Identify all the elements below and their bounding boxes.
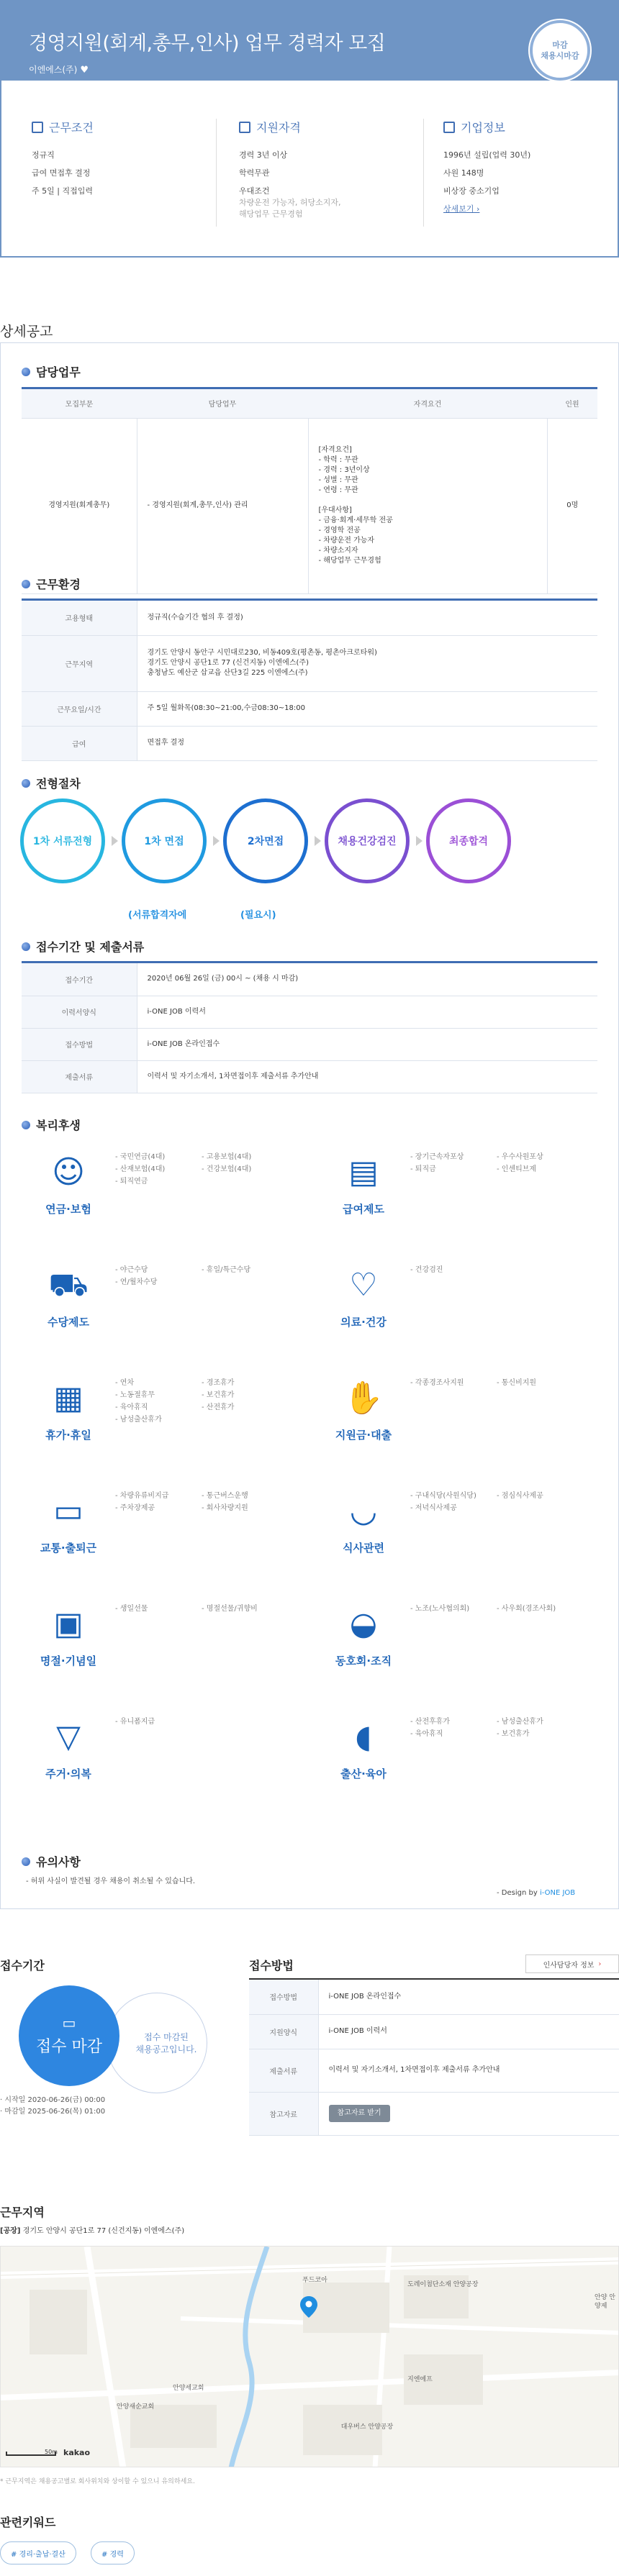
benefit-item: - 고용보험(4대) xyxy=(202,1153,252,1161)
submission-title xyxy=(22,938,144,955)
benefit-items xyxy=(410,1490,590,1514)
qual-career: 경력 3년 이상 xyxy=(239,150,288,160)
benefit-item: - 유니폼지급 xyxy=(115,1718,155,1726)
keyword-tag[interactable]: # 경력 xyxy=(91,2541,135,2564)
benefit-item: - 통근버스운행 xyxy=(202,1492,248,1500)
bullet-icon xyxy=(22,1857,30,1866)
env-label: 고용형태 xyxy=(22,601,137,635)
duties-title xyxy=(22,363,81,380)
company-info-title: 기업정보 xyxy=(461,121,505,135)
end-date: · 마감일 2025-06-26(목) 01:00 xyxy=(0,2108,106,2116)
benefit-item: - 건강검진 xyxy=(410,1266,443,1274)
environment-title-text: 근무환경 xyxy=(36,578,81,591)
benefit-item: - 산전후휴가 xyxy=(410,1718,451,1726)
glasses-face-icon: ☺ xyxy=(52,1154,85,1191)
qual-pref-sub1: 차량운전 가능자, 허당소지자, xyxy=(239,198,341,207)
contact-button[interactable] xyxy=(525,1954,619,1973)
benefit-group-label: 교통·출퇴근 xyxy=(40,1542,97,1555)
benefit-item: - 명절선물/귀향비 xyxy=(202,1605,258,1613)
person-card-icon xyxy=(239,122,250,133)
benefit-items xyxy=(410,1151,590,1175)
design-prefix: - Design by xyxy=(497,1889,538,1897)
map-label: 안양 안양제 xyxy=(595,2294,615,2310)
benefit-items xyxy=(410,1716,590,1740)
conditions-col xyxy=(32,119,219,204)
pref-line: - 경영학 전공 xyxy=(318,527,361,534)
qual-preference xyxy=(239,186,426,220)
req-line: - 성별 : 무관 xyxy=(318,476,358,484)
condition-schedule: 주 5일 | 직접입력 xyxy=(32,186,93,196)
step-circle xyxy=(325,798,410,883)
method-label: 참고자료 xyxy=(249,2092,318,2135)
hand-coin-icon: ✋ xyxy=(343,1380,384,1416)
location-title: 근무지역 xyxy=(0,2206,45,2219)
benefit-group-label: 연금·보험 xyxy=(45,1203,91,1216)
map-scale: 50m xyxy=(45,2449,58,2455)
benefit-item: - 생일선물 xyxy=(115,1605,148,1613)
badge-line2: 채용시마감 xyxy=(541,51,579,60)
bullet-icon xyxy=(22,942,30,951)
benefit-item: - 남성출산휴가 xyxy=(497,1718,543,1726)
duty-requirements xyxy=(308,418,547,593)
benefit-item: - 점심식사제공 xyxy=(497,1492,543,1500)
env-value: 주 5일 월화목(08:30~21:00,수금08:30~18:00 xyxy=(137,691,597,726)
step-note: (필요시) xyxy=(240,910,276,921)
step-circle xyxy=(426,798,511,883)
benefit-item: - 구내식당(사원식당) xyxy=(410,1492,476,1500)
sub-label: 제출서류 xyxy=(22,1060,137,1093)
company-founded: 1996년 설립(업력 30년) xyxy=(443,150,531,160)
company-info-heading xyxy=(443,119,619,135)
bullet-icon xyxy=(22,779,30,788)
keyword-tag[interactable]: # 경리·출납·결산 xyxy=(0,2541,76,2564)
benefit-item: - 인센티브제 xyxy=(497,1165,537,1173)
benefit-group-label: 지원금·대출 xyxy=(335,1429,392,1442)
arrow-icon xyxy=(112,836,118,846)
start-date: · 시작일 2020-06-26(금) 00:00 xyxy=(0,2096,106,2104)
benefit-item: - 경조휴가 xyxy=(202,1379,235,1387)
benefit-group-label: 명절·기념일 xyxy=(40,1655,97,1667)
benefit-item: - 통신비지원 xyxy=(497,1379,537,1387)
benefit-item: - 연/월차수당 xyxy=(115,1278,158,1286)
benefit-item: - 퇴직금 xyxy=(410,1165,436,1173)
step-label: 1차 서류전형 xyxy=(32,836,93,847)
company-info-col xyxy=(443,119,619,222)
benefit-item: - 사우회(경조사회) xyxy=(497,1605,556,1613)
document-icon xyxy=(32,122,43,133)
benefit-group-label: 의료·건강 xyxy=(340,1316,387,1329)
duty-dept: 경영지원(회계총무) xyxy=(22,418,137,593)
address-tag: [공장] xyxy=(0,2227,21,2235)
closed-badge xyxy=(530,20,590,81)
benefit-item: - 주차장제공 xyxy=(115,1504,155,1512)
closed-circle xyxy=(19,1985,119,2086)
benefits-title-text: 복리후생 xyxy=(36,1119,81,1132)
notice-title-text: 유의사항 xyxy=(36,1855,81,1869)
req-line: - 학력 : 무관 xyxy=(318,456,358,464)
sub-value: 이력서 및 자기소개서, 1차면접이후 제출서류 추가안내 xyxy=(137,1060,597,1093)
benefit-item: - 회사차량지원 xyxy=(202,1504,248,1512)
job-title: 경영지원(회계,총무,인사) 업무 경력자 모집 xyxy=(29,32,386,55)
map-pin-icon[interactable] xyxy=(300,2296,317,2318)
building-icon xyxy=(443,122,455,133)
pref-line: - 차량소지자 xyxy=(318,547,358,555)
notice-text: - 허위 사실이 발견될 경우 채용이 취소될 수 있습니다. xyxy=(26,1878,196,1885)
benefit-group-label: 급여제도 xyxy=(343,1203,384,1216)
benefit-item: - 남성출산휴가 xyxy=(115,1416,162,1424)
book-icon: ▭ xyxy=(62,2013,76,2031)
benefits-title xyxy=(22,1116,81,1133)
location-note: * 근무지역은 채용공고별로 회사위치와 상이할 수 있으니 유의하세요. xyxy=(0,2478,195,2485)
gift-icon: ▣ xyxy=(53,1606,83,1642)
badge-line1: 마감 xyxy=(552,40,568,50)
benefit-items xyxy=(115,1264,295,1288)
env-label: 근무요일/시간 xyxy=(22,691,137,726)
qualification-title: 지원자격 xyxy=(256,121,301,135)
bullet-icon xyxy=(22,580,30,588)
qual-pref-sub2: 해당업무 근무경험 xyxy=(239,209,303,219)
benefit-item: - 육아휴직 xyxy=(410,1730,443,1738)
benefit-item: - 휴일/특근수당 xyxy=(202,1266,251,1274)
benefit-group-label: 주거·의복 xyxy=(45,1767,91,1780)
benefit-group-label: 동호회·조직 xyxy=(335,1655,392,1667)
qual-education: 학력무관 xyxy=(239,168,270,178)
map-label: 푸드코아 xyxy=(302,2277,327,2284)
method-value: i-ONE JOB 이력서 xyxy=(318,2014,619,2049)
col-count: 인원 xyxy=(547,389,597,418)
condition-salary: 급여 면접후 결정 xyxy=(32,168,91,178)
ski-goggles-icon: ◒ xyxy=(349,1606,378,1642)
company-label[interactable]: 이엔에스(주) xyxy=(29,65,78,75)
step-circle xyxy=(223,798,308,883)
env-location-line: 경기도 안양시 공단1로 77 (신건지동) 이엔에스(주) xyxy=(147,659,309,667)
pref-line: - 해당업무 근무경험 xyxy=(318,557,381,565)
benefit-items xyxy=(115,1151,295,1188)
duties-title-text: 담당업무 xyxy=(36,365,81,379)
calendar-check-icon: ▦ xyxy=(53,1380,83,1416)
sub-label: 접수방법 xyxy=(22,1028,137,1060)
sub-value: i-ONE JOB 온라인접수 xyxy=(137,1028,597,1060)
col-dept: 모집부문 xyxy=(22,389,137,418)
method-value: i-ONE JOB 온라인접수 xyxy=(318,1980,619,2014)
pref-line: - 금융·회계·세무학 전공 xyxy=(318,516,393,524)
bullet-icon xyxy=(22,1121,30,1129)
rice-bowl-icon: ◡ xyxy=(349,1493,378,1529)
submission-table xyxy=(22,963,597,1093)
benefit-item: - 국민연금(4대) xyxy=(115,1153,166,1161)
benefit-item: - 보건휴가 xyxy=(497,1730,530,1738)
benefit-item: - 건강보험(4대) xyxy=(202,1165,252,1173)
env-location-line: 충청남도 예산군 삽교읍 산단3길 225 이엔에스(주) xyxy=(147,669,308,677)
benefit-item: - 저녁식사제공 xyxy=(410,1504,457,1512)
benefit-items xyxy=(410,1377,590,1389)
benefit-items xyxy=(115,1377,295,1426)
method-title: 접수방법 xyxy=(249,1959,294,1972)
method-label: 제출서류 xyxy=(249,2049,318,2092)
duty-task: - 경영지원(회계,총무,인사) 관리 xyxy=(137,418,308,593)
cart-coin-icon: ⛟ xyxy=(48,1267,89,1303)
col-task: 담당업무 xyxy=(137,389,308,418)
benefit-items xyxy=(115,1603,295,1615)
process-title xyxy=(22,775,81,791)
step-label: 1차 면접 xyxy=(144,836,184,847)
company-detail-label[interactable]: 상세보기 xyxy=(443,204,474,214)
design-brand: i-ONE JOB xyxy=(539,1889,576,1897)
benefit-item: - 보건휴가 xyxy=(202,1391,235,1399)
col-req: 자격요건 xyxy=(308,389,547,418)
arrow-icon xyxy=(416,836,423,846)
heart-icon[interactable]: ♥ xyxy=(80,65,89,76)
benefit-item: - 산재보험(4대) xyxy=(115,1165,166,1173)
design-credit xyxy=(497,1889,575,1897)
benefit-items xyxy=(115,1490,295,1514)
env-location xyxy=(137,635,597,691)
method-value: 이력서 및 자기소개서, 1차면접이후 제출서류 추가안내 xyxy=(318,2049,619,2092)
step-note: (서류합격자에 xyxy=(128,910,187,921)
env-label: 근무지역 xyxy=(22,635,137,691)
map-label: 대우버스 안양공장 xyxy=(340,2423,394,2431)
env-location-line: 경기도 안양시 동안구 시민대로230, 비동409호(평촌동, 평촌아크로타워) xyxy=(147,649,377,657)
sub-label: 이력서양식 xyxy=(22,996,137,1028)
duck-icon: ◖ xyxy=(355,1719,372,1755)
bus-icon: ▭ xyxy=(53,1493,83,1529)
money-bills-icon: ▤ xyxy=(348,1154,379,1191)
arrow-icon xyxy=(315,836,321,846)
notice-title xyxy=(22,1853,81,1870)
map-label: 안양세교회 xyxy=(173,2385,204,2392)
company-type: 비상장 중소기업 xyxy=(443,186,500,196)
step-label: 최종합격 xyxy=(448,836,489,847)
contact-button-label[interactable]: 인사담당자 정보 xyxy=(543,1961,595,1970)
chevron-right-icon: › xyxy=(598,1960,602,1968)
conditions-title: 근무조건 xyxy=(49,121,94,135)
method-label: 접수방법 xyxy=(249,1980,318,2014)
method-label: 지원양식 xyxy=(249,2014,318,2049)
benefit-group-label: 식사관련 xyxy=(343,1542,384,1555)
submission-title-text: 접수기간 및 제출서류 xyxy=(36,940,145,954)
closed-note-circle xyxy=(107,1993,207,2093)
divider xyxy=(216,119,217,227)
benefit-group-label: 수당제도 xyxy=(48,1316,89,1329)
benefit-item: - 노조(노사협의회) xyxy=(410,1605,470,1613)
benefit-item: - 산전휴가 xyxy=(202,1403,235,1411)
sub-value: 2020년 06월 26일 (금) 00시 ~ (채용 시 마감) xyxy=(137,963,597,996)
req-line: - 연령 : 무관 xyxy=(318,486,358,494)
qual-pref-label: 우대조건 xyxy=(239,186,270,196)
arrow-icon xyxy=(213,836,220,846)
env-value: 면접후 결정 xyxy=(137,726,597,760)
benefit-item: - 퇴직연금 xyxy=(115,1178,148,1185)
divider xyxy=(423,119,424,227)
conditions-heading xyxy=(32,119,219,135)
qualification-col xyxy=(239,119,426,227)
condition-employment: 정규직 xyxy=(32,150,55,160)
sub-label: 접수기간 xyxy=(22,963,137,996)
benefit-item: - 야근수당 xyxy=(115,1266,148,1274)
location-address xyxy=(0,2224,184,2235)
step-label: 2차면접 xyxy=(247,836,284,847)
duties-table xyxy=(22,389,597,594)
company-employees: 사원 148명 xyxy=(443,168,484,178)
duty-count: 0명 xyxy=(547,418,597,593)
env-label: 급여 xyxy=(22,726,137,760)
benefit-group-label: 휴가·휴일 xyxy=(45,1429,91,1442)
benefit-item: - 각종경조사지원 xyxy=(410,1379,464,1387)
pref-heading: [우대사항] xyxy=(318,506,352,514)
step-label: 채용건강검진 xyxy=(338,836,397,847)
shirt-icon: ▽ xyxy=(56,1719,81,1755)
benefit-item: - 육아휴직 xyxy=(115,1403,148,1411)
keywords-title: 관련키워드 xyxy=(0,2516,56,2529)
step-circle xyxy=(20,798,105,883)
map-label: 도레이첨단소재 안양공장 xyxy=(407,2281,479,2288)
kakao-logo: kakao xyxy=(63,2448,91,2457)
map-label: 지엔에프 xyxy=(407,2376,433,2383)
req-heading: [자격요건] xyxy=(318,446,352,454)
step-circle xyxy=(122,798,207,883)
detail-heading: 상세공고 xyxy=(0,324,53,340)
environment-table xyxy=(22,601,597,761)
map-label: 안양새순교회 xyxy=(117,2403,155,2411)
environment-title xyxy=(22,575,81,592)
heart-pulse-icon: ♡ xyxy=(349,1267,378,1303)
closed-note-line: 접수 마감된 xyxy=(144,2032,189,2042)
benefit-item: - 차량유류비지급 xyxy=(115,1492,169,1500)
benefit-item: - 노동절휴무 xyxy=(115,1391,155,1399)
qualification-heading xyxy=(239,119,426,135)
benefit-group-label: 출산·육아 xyxy=(340,1767,387,1780)
benefit-item: - 연차 xyxy=(115,1379,135,1387)
benefit-items xyxy=(410,1603,590,1615)
benefit-items xyxy=(115,1716,295,1728)
env-value: 정규직(수습기간 협의 후 결정) xyxy=(137,601,597,635)
download-button[interactable]: 참고자료 받기 xyxy=(329,2105,390,2122)
process-title-text: 전형절차 xyxy=(36,777,81,791)
method-table xyxy=(249,1978,619,2136)
pref-line: - 차량운전 가능자 xyxy=(318,537,375,545)
method-value xyxy=(318,2092,619,2135)
bullet-icon xyxy=(22,368,30,376)
address-text: 경기도 안양시 공단1로 77 (신건지동) 이엔에스(주) xyxy=(22,2227,185,2235)
company-name[interactable] xyxy=(29,63,89,76)
sub-value: i-ONE JOB 이력서 xyxy=(137,996,597,1028)
benefit-item: - 장기근속자포상 xyxy=(410,1153,464,1161)
benefit-items xyxy=(410,1264,590,1276)
req-line: - 경력 : 3년이상 xyxy=(318,466,370,474)
company-detail-link[interactable]: 상세보기 › xyxy=(443,204,480,214)
period-title: 접수기간 xyxy=(0,1959,45,1972)
closed-note-line: 채용공고입니다. xyxy=(135,2044,197,2054)
map-pin-shape xyxy=(300,2296,317,2318)
benefit-item: - 우수사원포상 xyxy=(497,1153,543,1161)
closed-label: 접수 마감 xyxy=(35,2037,102,2056)
